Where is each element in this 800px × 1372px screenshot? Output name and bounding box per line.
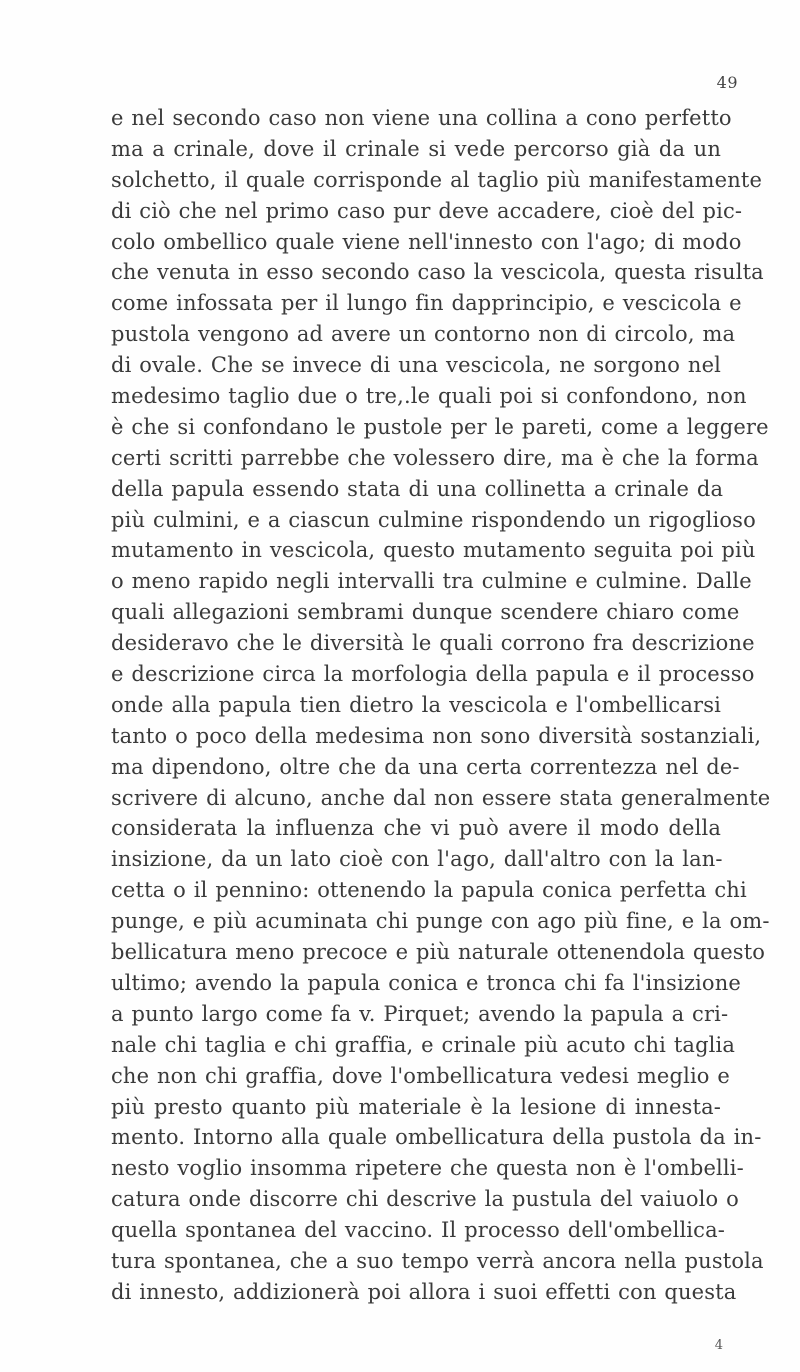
text-line: quella spontanea del vaccino. Il processo dell'ombellica- [111,1218,726,1243]
text-line: scrivere di alcuno, anche dal non essere stata generalmente [111,785,771,810]
text-line: mento. Intorno alla quale ombellicatura della pustola da in- [111,1125,762,1150]
text-line: o meno rapido negli intervalli tra culmine e culmine. Dalle [111,569,752,594]
text-line: più culmini, e a ciascun culmine rispondendo un rigoglioso [111,507,756,532]
text-line: di innesto, addizionerà poi allora i suoi effetti con questa [111,1279,737,1304]
text-line: ultimo; avendo la papula conica e tronca chi fa l'insizione [111,970,741,995]
text-line: mutamento in vescicola, questo mutamento seguita poi più [111,538,756,563]
text-line: medesimo taglio due o tre,.le quali poi si confondono, non [111,384,747,409]
text-line: di ovale. Che se invece di una vescicola, ne sorgono nel [111,353,722,378]
text-line: e descrizione circa la morfologia della papula e il processo [111,662,755,687]
text-line: e nel secondo caso non viene una collina a cono perfetto [111,106,732,130]
text-line: punge, e più acuminata chi punge con ago più fine, e la om- [111,909,770,934]
text-line: come infossata per il lungo fin dapprincipio, e vescicola e [111,291,742,316]
text-line: colo ombellico quale viene nell'innesto con l'ago; di modo [111,229,742,254]
text-line: certi scritti parrebbe che volessero dire, ma è che la forma [111,445,759,470]
text-line: è che si confondano le pustole per le pareti, come a leggere [111,414,769,439]
text-line: pustola vengono ad avere un contorno non di circolo, ma [111,322,736,347]
text-line: considerata la influenza che vi può avere il modo della [111,816,721,841]
text-line: catura onde discorre chi descrive la pustula del vaiuolo o [111,1187,739,1212]
text-line: desideravo che le diversità le quali corrono fra descrizione [111,631,755,656]
text-line: a punto largo come fa v. Pirquet; avendo la papula a cri- [111,1001,729,1026]
text-line: nale chi taglia e chi graffia, e crinale più acuto chi taglia [111,1032,736,1057]
text-line: tanto o poco della medesima non sono diversità sostanziali, [111,723,762,748]
text-line: ma dipendono, oltre che da una certa correntezza nel de- [111,754,740,779]
text-line: insizione, da un lato cioè con l'ago, dall'altro con la lan- [111,847,723,872]
text-line: quali allegazioni sembrami dunque scendere chiaro come [111,600,740,625]
text-line: cetta o il pennino: ottenendo la papula conica perfetta chi [111,878,747,903]
text-line: di ciò che nel primo caso pur deve accadere, cioè del pic- [111,198,743,223]
text-line: che venuta in esso secondo caso la vescicola, questa risulta [111,260,764,285]
text-line: bellicatura meno precoce e più naturale ottenendola questo [111,940,766,965]
text-line: solchetto, il quale corrisponde al taglio più manifestamente [111,167,763,192]
text-line: più presto quanto più materiale è la lesione di innesta- [111,1094,721,1119]
text-line: che non chi graffia, dove l'ombellicatura vedesi meglio e [111,1063,731,1088]
page-number: 49 [716,73,738,92]
text-line: nesto voglio insomma ripetere che questa non è l'ombelli- [111,1156,744,1181]
signature-mark: 4 [714,1338,723,1353]
text-line: della papula essendo stata di una collinetta a crinale da [111,476,724,501]
text-line: ma a crinale, dove il crinale si vede percorso già da un [111,136,721,161]
body-text [111,103,771,1308]
text-line: tura spontanea, che a suo tempo verrà ancora nella pustola [111,1248,764,1273]
text-line: onde alla papula tien dietro la vescicola e l'ombellicarsi [111,692,721,717]
